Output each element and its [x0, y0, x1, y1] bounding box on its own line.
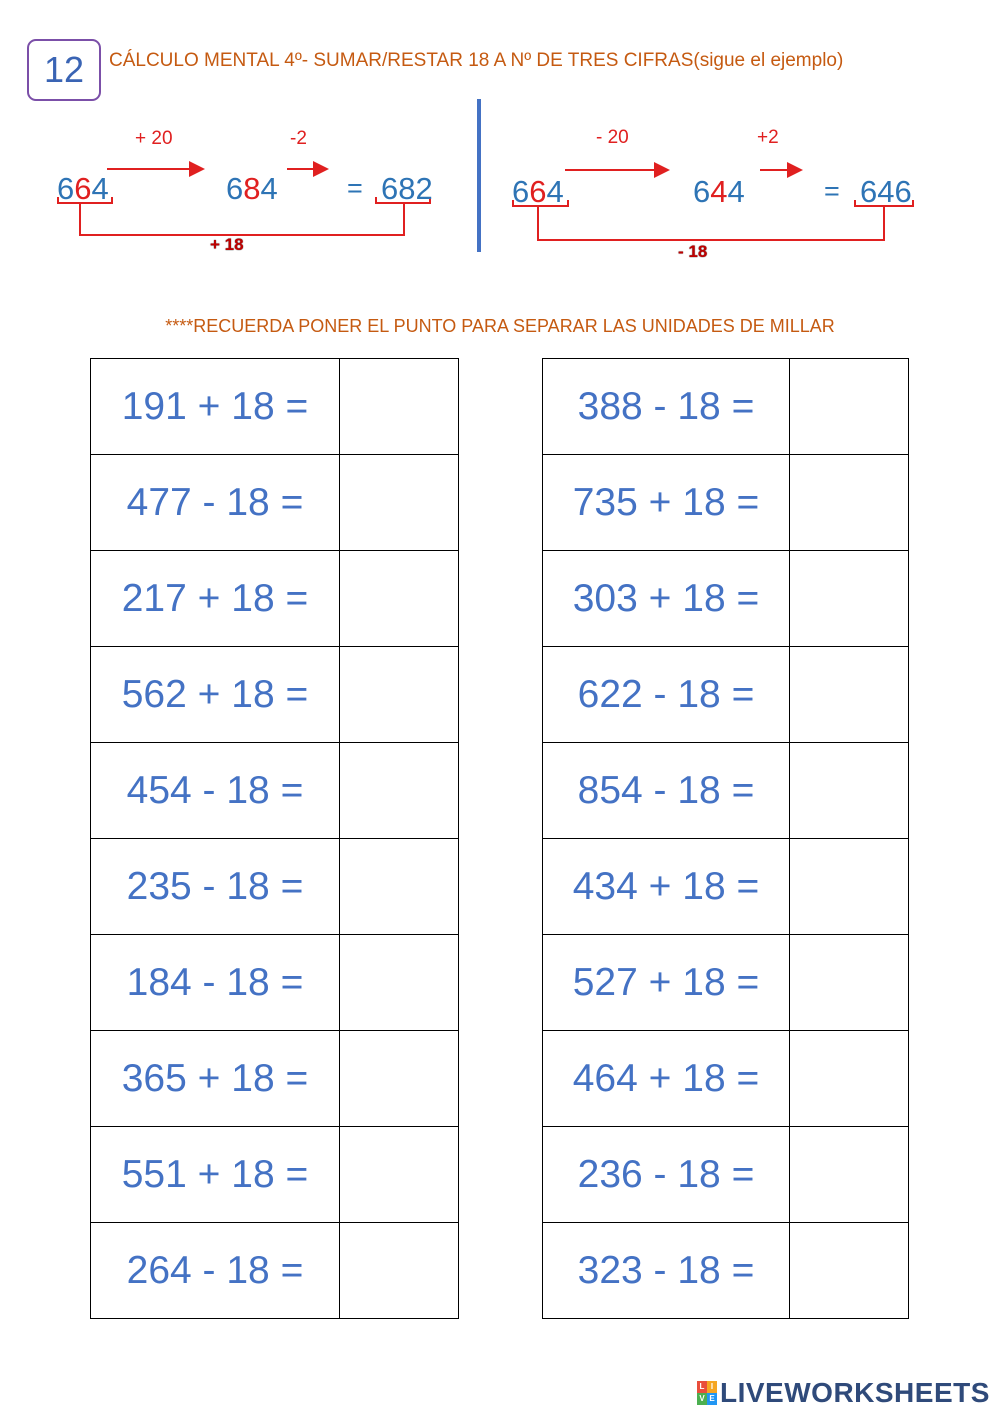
- left-exercise-row: [91, 935, 459, 1031]
- answer-box[interactable]: [790, 1031, 909, 1127]
- answer-box[interactable]: [790, 935, 909, 1031]
- subtraction-middle-number: 644: [693, 174, 745, 209]
- addition-step2-label: -2: [290, 128, 307, 149]
- right-exercise-row: [543, 551, 909, 647]
- right-exercise-row: [543, 455, 909, 551]
- subtraction-equals-sign: =: [824, 176, 840, 206]
- subtraction-start-number: 664: [512, 174, 564, 209]
- liveworksheets-logo-icon: L I V E: [697, 1381, 717, 1405]
- exercise-expression: 217 + 18 =: [91, 551, 340, 647]
- exercise-expression: 464 + 18 =: [543, 1031, 790, 1127]
- right-exercise-row: [543, 839, 909, 935]
- answer-box[interactable]: [790, 455, 909, 551]
- exercise-expression: 235 - 18 =: [91, 839, 340, 935]
- left-exercise-row: [91, 1031, 459, 1127]
- right-exercise-row: [543, 935, 909, 1031]
- right-exercise-table: [542, 358, 909, 1319]
- subtraction-result-number: 646: [860, 174, 912, 209]
- left-exercise-row: [91, 647, 459, 743]
- exercise-expression: 562 + 18 =: [91, 647, 340, 743]
- left-exercise-row: [91, 1223, 459, 1319]
- answer-box[interactable]: [340, 359, 459, 455]
- answer-box[interactable]: [340, 551, 459, 647]
- answer-box[interactable]: [340, 1127, 459, 1223]
- answer-box[interactable]: [340, 839, 459, 935]
- exercise-expression: 622 - 18 =: [543, 647, 790, 743]
- exercise-expression: 477 - 18 =: [91, 455, 340, 551]
- answer-box[interactable]: [340, 935, 459, 1031]
- subtraction-step1-label: - 20: [596, 127, 629, 148]
- exercise-expression: 184 - 18 =: [91, 935, 340, 1031]
- example-diagram-lines: [0, 0, 1000, 300]
- exercise-expression: 303 + 18 =: [543, 551, 790, 647]
- addition-start-number: 664: [57, 171, 109, 206]
- exercise-number-badge: 12: [27, 39, 101, 101]
- reminder-note: ****RECUERDA PONER EL PUNTO PARA SEPARAR LAS UNIDADES DE MILLAR: [165, 316, 835, 336]
- right-exercise-row: [543, 1127, 909, 1223]
- answer-box[interactable]: [790, 1127, 909, 1223]
- answer-box[interactable]: [340, 455, 459, 551]
- left-exercise-row: [91, 359, 459, 455]
- answer-box[interactable]: [340, 1031, 459, 1127]
- exercise-expression: 454 - 18 =: [91, 743, 340, 839]
- answer-box[interactable]: [790, 647, 909, 743]
- brand-text: LIVEWORKSHEETS: [720, 1377, 990, 1408]
- left-exercise-row: [91, 551, 459, 647]
- liveworksheets-logo: [697, 1377, 990, 1409]
- addition-total-label: + 18: [210, 235, 244, 254]
- subtraction-total-label: - 18: [678, 242, 708, 261]
- right-exercise-row: [543, 1031, 909, 1127]
- answer-box[interactable]: [790, 1223, 909, 1319]
- left-exercise-table: [90, 358, 459, 1319]
- right-exercise-row: [543, 647, 909, 743]
- answer-box[interactable]: [340, 1223, 459, 1319]
- addition-equals-sign: =: [347, 173, 363, 203]
- addition-result-number: 682: [381, 171, 433, 206]
- exercise-expression: 388 - 18 =: [543, 359, 790, 455]
- worksheet-title: CÁLCULO MENTAL 4º- SUMAR/RESTAR 18 A Nº DE TRES CIFRAS(sigue el ejemplo): [109, 50, 844, 71]
- left-exercise-row: [91, 455, 459, 551]
- exercise-expression: 323 - 18 =: [543, 1223, 790, 1319]
- exercise-expression: 264 - 18 =: [91, 1223, 340, 1319]
- answer-box[interactable]: [790, 743, 909, 839]
- exercise-expression: 236 - 18 =: [543, 1127, 790, 1223]
- addition-middle-number: 684: [226, 171, 278, 206]
- exercise-expression: 854 - 18 =: [543, 743, 790, 839]
- right-exercise-row: [543, 743, 909, 839]
- addition-total-bracket: [80, 203, 404, 235]
- addition-step1-label: + 20: [135, 128, 173, 149]
- left-exercise-row: [91, 839, 459, 935]
- subtraction-total-bracket: [538, 206, 884, 240]
- exercise-expression: 365 + 18 =: [91, 1031, 340, 1127]
- exercise-expression: 191 + 18 =: [91, 359, 340, 455]
- right-exercise-row: [543, 359, 909, 455]
- answer-box[interactable]: [790, 839, 909, 935]
- exercise-expression: 527 + 18 =: [543, 935, 790, 1031]
- answer-box[interactable]: [790, 551, 909, 647]
- exercise-expression: 735 + 18 =: [543, 455, 790, 551]
- answer-box[interactable]: [790, 359, 909, 455]
- exercise-expression: 551 + 18 =: [91, 1127, 340, 1223]
- exercise-expression: 434 + 18 =: [543, 839, 790, 935]
- left-exercise-row: [91, 1127, 459, 1223]
- answer-box[interactable]: [340, 647, 459, 743]
- left-exercise-row: [91, 743, 459, 839]
- right-exercise-row: [543, 1223, 909, 1319]
- answer-box[interactable]: [340, 743, 459, 839]
- subtraction-step2-label: +2: [757, 127, 779, 148]
